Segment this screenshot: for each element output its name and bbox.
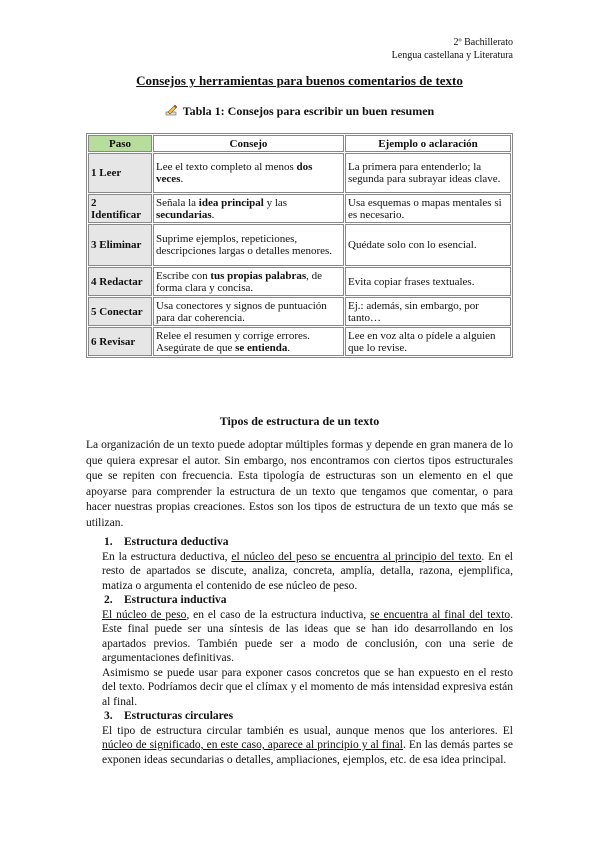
list-item-heading: Estructura deductiva xyxy=(124,536,229,548)
section-title: Tipos de estructura de un texto xyxy=(219,414,380,428)
column-header-consejo: Consejo xyxy=(153,135,344,152)
column-header-ejemplo: Ejemplo o aclaración xyxy=(345,135,511,152)
list-item-paragraph: En la estructura deductiva, el núcleo del peso se encuentra al principio del texto. En el resto de apartados se discute, analiza, concreta, amplía, detalla, razona, ejemplifica, matiza o argumenta el contenido de ese núcleo de peso. xyxy=(102,550,514,592)
cell-consejo: Suprime ejemplos, repeticiones, descripciones largas o detalles menores. xyxy=(153,224,344,266)
table-row xyxy=(88,224,511,266)
intro-paragraph: La organización de un texto puede adoptar múltiples formas y depende en gran manera de lo que quiera expresar el autor. Sin embargo, nos encontramos con ciertos tipos estructurales que se repiten con frecuencia. Esta tipología de estructuras son un elemento en el que apoyarse para comprender la estructura de un texto que tengamos que comentar, o para hacer nuestras propias creaciones. Estos son los tipos de estructura de un texto que más se utilizan. xyxy=(86,439,513,529)
cell-consejo: Escribe con tus propias palabras, de forma clara y concisa. xyxy=(153,267,344,296)
cell-paso: 6 Revisar xyxy=(88,327,152,356)
cell-ejemplo: Quédate solo con lo esencial. xyxy=(345,224,511,266)
list-item-heading: Estructura inductiva xyxy=(124,594,227,606)
list-item-paragraph: El tipo de estructura circular también es usual, aunque menos que los anteriores. El núcleo de significado, en este caso, aparece al principio y al final. En las demás partes se exponen ideas secundarias o detalles, ampliaciones, ejemplos, etc. de esa idea principal. xyxy=(102,724,513,766)
cell-paso: 1 Leer xyxy=(88,153,152,193)
cell-ejemplo: Lee en voz alta o pídele a alguien que lo revise. xyxy=(345,327,511,356)
table-caption xyxy=(0,104,599,119)
list-item-number: 2. xyxy=(104,594,113,606)
cell-ejemplo: Ej.: además, sin embargo, por tanto… xyxy=(345,297,511,326)
cell-paso: 3 Eliminar xyxy=(88,224,152,266)
list-item-paragraph: El núcleo de peso, en el caso de la estructura inductiva, se encuentra al final del texto. Este final puede ser una síntesis de las ideas que se han ido desarrollando en los apartados previos. También puede ser a modo de conclusión, con una serie de argumentaciones definitivas. xyxy=(102,608,513,664)
table-header-row xyxy=(88,135,511,152)
pencil-icon xyxy=(165,104,179,116)
table-row xyxy=(88,297,511,326)
list-item-number: 3. xyxy=(104,710,113,722)
list-item-title xyxy=(104,709,513,724)
list-item-heading: Estructuras circulares xyxy=(124,710,234,722)
cell-consejo: Usa conectores y signos de puntuación para dar coherencia. xyxy=(153,297,344,326)
list-item-title xyxy=(104,535,513,550)
cell-ejemplo: Evita copiar frases textuales. xyxy=(345,267,511,296)
header-course: 2º Bachillerato xyxy=(453,37,513,48)
column-header-paso: Paso xyxy=(88,135,152,152)
table-row xyxy=(88,267,511,296)
table-caption-text: Tabla 1: Consejos para escribir un buen resumen xyxy=(182,104,435,118)
list-item-number: 1. xyxy=(104,536,113,548)
cell-paso: 5 Conectar xyxy=(88,297,152,326)
cell-consejo: Lee el texto completo al menos dos veces. xyxy=(153,153,344,193)
list-item-title xyxy=(104,593,513,608)
cell-paso: 4 Redactar xyxy=(88,267,152,296)
header-subject: Lengua castellana y Literatura xyxy=(391,50,513,61)
cell-paso: 2 Identificar xyxy=(88,194,152,223)
table-row xyxy=(88,153,511,193)
cell-consejo: Señala la idea principal y las secundarias. xyxy=(153,194,344,223)
table-row xyxy=(88,327,511,356)
cell-ejemplo: Usa esquemas o mapas mentales si es necesario. xyxy=(345,194,511,223)
structure-types-list xyxy=(86,535,513,767)
document-title: Consejos y herramientas para buenos comentarios de texto xyxy=(136,73,463,88)
page-header xyxy=(392,36,513,62)
cell-ejemplo: La primera para entenderlo; la segunda para subrayar ideas clave. xyxy=(345,153,511,193)
table-row xyxy=(88,194,511,223)
list-item-paragraph: Asimismo se puede usar para exponer casos concretos que se han expuesto en el resto del texto. Podríamos decir que el clímax y el momento de más intensidad expresiva están al final. xyxy=(102,666,513,708)
tips-table xyxy=(86,133,513,358)
cell-consejo: Relee el resumen y corrige errores. Asegúrate de que se entienda. xyxy=(153,327,344,356)
